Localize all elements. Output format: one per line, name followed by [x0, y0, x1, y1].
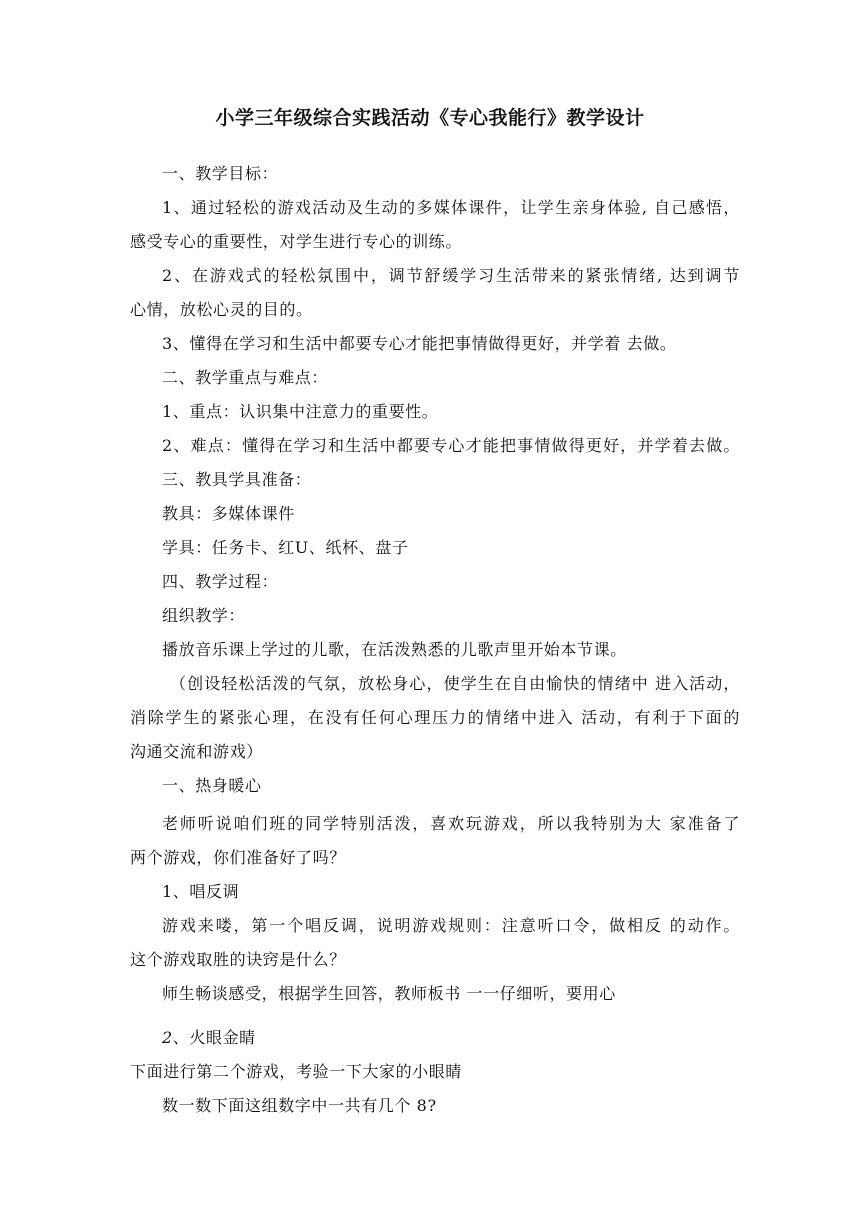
paragraph-line: 老师听说咱们班的同学特别活泼，喜欢玩游戏，所以我特别为大 家准备了: [162, 814, 740, 833]
paragraph-line: 感受专心的重要性，对学生进行专心的训练。: [130, 232, 463, 251]
section-heading-materials: 三、教具学具准备：: [162, 470, 312, 489]
subsection-heading-game2: [162, 1024, 740, 1052]
paragraph-line: 心情，放松心灵的目的。: [130, 300, 313, 319]
document-title: 小学三年级综合实践活动《专心我能行》教学设计: [215, 107, 645, 129]
paragraph-line: 这个游戏取胜的诀窍是什么？: [130, 950, 346, 969]
section-heading-key-points: 二、教学重点与难点：: [162, 368, 329, 387]
paragraph-line: 1、通过轻松的游戏活动及生动的多媒体课件，让学生亲身体验, 自己感悟，: [162, 198, 740, 217]
paragraph-line: 两个游戏，你们准备好了吗？: [130, 848, 346, 867]
subsection-heading-game1: 1、唱反调: [162, 882, 240, 901]
section-heading-objectives: 一、教学目标：: [162, 164, 279, 183]
section-heading-warmup: 一、热身暖心: [162, 776, 262, 795]
subsection-title: 、火眼金睛: [172, 1028, 256, 1047]
paragraph-line: 师生畅谈感受，根据学生回答，教师板书 一一仔细听，要用心: [162, 984, 616, 1003]
paragraph-line: 2、难点：懂得在学习和生活中都要专心才能把事情做得更好，并学着去做。: [162, 436, 740, 455]
paragraph-line: 沟通交流和游戏）: [130, 742, 263, 761]
paragraph-line: 教具：多媒体课件: [162, 504, 295, 523]
paragraph-line: 下面进行第二个游戏，考验一下大家的小眼睛: [130, 1062, 463, 1081]
paragraph-line: 学具：任务卡、红U、纸杯、盘子: [162, 538, 409, 557]
paragraph-line: （创设轻松活泼的气氛，放松身心，使学生在自由愉快的情绪中 进入活动，: [170, 674, 740, 693]
paragraph-line: 游戏来喽，第一个唱反调，说明游戏规则：注意听口令，做相反 的动作。: [162, 916, 740, 935]
paragraph-line: 3、懂得在学习和生活中都要专心才能把事情做得更好，并学着 去做。: [162, 334, 677, 353]
paragraph-line: 1、重点：认识集中注意力的重要性。: [162, 402, 439, 421]
subsection-number: 2: [162, 1028, 173, 1047]
paragraph-line: 组织教学：: [162, 606, 246, 625]
paragraph-line: 数一数下面这组数字中一共有几个 8?: [162, 1096, 437, 1115]
paragraph-line: 消除学生的紧张心理，在没有任何心理压力的情绪中进入 活动，有利于下面的: [130, 708, 740, 727]
section-heading-process: 四、教学过程：: [162, 572, 279, 591]
paragraph-line: 2、在游戏式的轻松氛围中，调节舒缓学习生活带来的紧张情绪, 达到调节: [162, 266, 740, 285]
paragraph-line: 播放音乐课上学过的儿歌，在活泼熟悉的儿歌声里开始本节课。: [162, 640, 627, 659]
